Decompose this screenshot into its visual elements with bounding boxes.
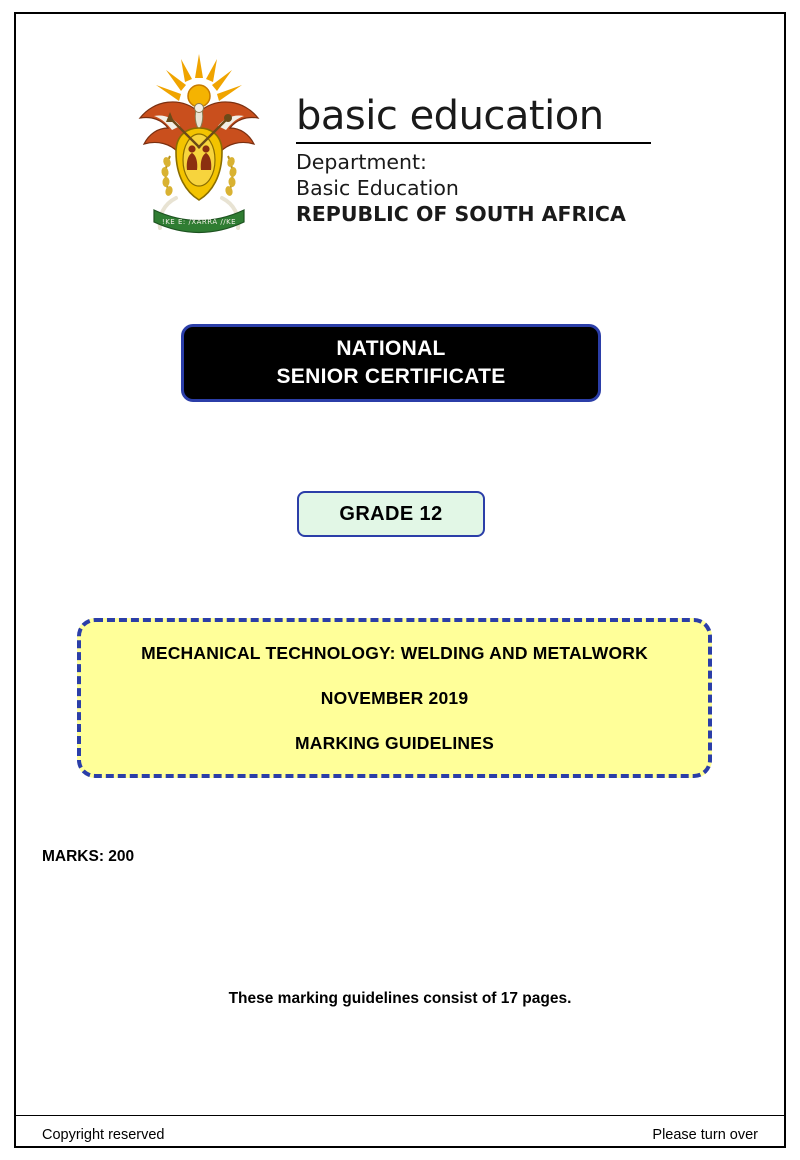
brand-rule: [296, 142, 651, 144]
coat-of-arms-icon: [124, 52, 274, 247]
marks-label: MARKS: 200: [42, 848, 135, 865]
national-senior-certificate-box: [181, 324, 601, 402]
brand-title: basic education: [296, 93, 604, 139]
document-header: [0, 52, 800, 247]
document-type: MARKING GUIDELINES: [294, 732, 495, 753]
department-name: Basic Education: [296, 175, 459, 200]
copyright-text: Copyright reserved: [42, 1127, 165, 1143]
turn-over-text: Please turn over: [652, 1127, 758, 1143]
department-text-block: [296, 52, 676, 227]
certificate-line-1: NATIONAL: [336, 337, 446, 361]
subject-box: [77, 618, 712, 778]
footer-divider: [16, 1115, 784, 1116]
republic-label: REPUBLIC OF SOUTH AFRICA: [296, 201, 626, 226]
exam-session: NOVEMBER 2019: [320, 687, 469, 708]
subject-title: MECHANICAL TECHNOLOGY: WELDING AND METALWORK: [141, 642, 648, 663]
grade-box: [297, 491, 485, 537]
page-count-note: These marking guidelines consist of 17 pages.: [228, 990, 572, 1007]
department-label: Department:: [296, 150, 427, 174]
page-footer: [42, 1127, 758, 1143]
svg-text:!KE E: /XARRA //KE: !KE E: /XARRA //KE: [161, 218, 237, 226]
grade-label: GRADE 12: [339, 502, 443, 525]
certificate-line-2: SENIOR CERTIFICATE: [276, 365, 506, 388]
